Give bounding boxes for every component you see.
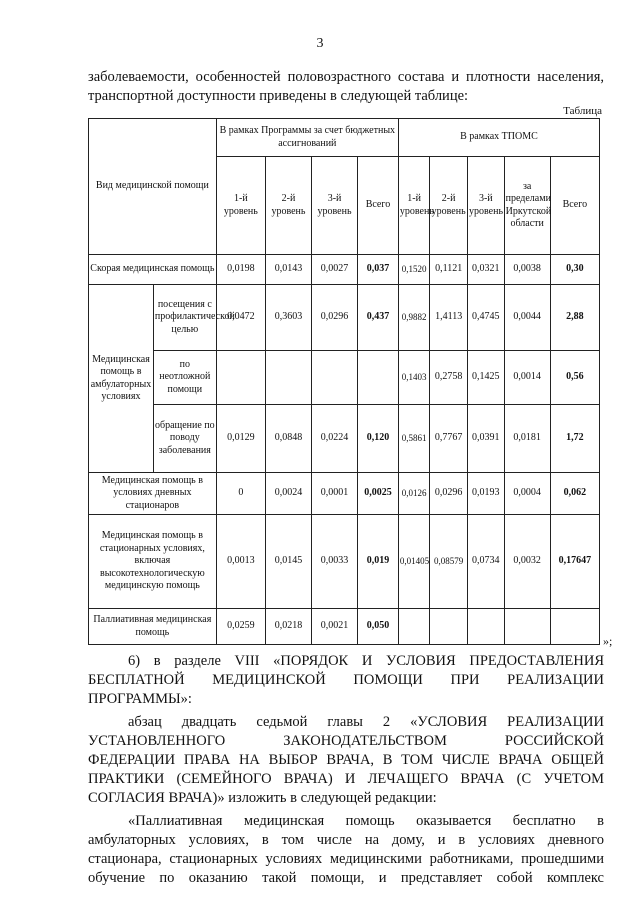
paragraph-line: БЕСПЛАТНОЙ МЕДИЦИНСКОЙ ПОМОЩИ ПРИ РЕАЛИЗАЦИИ xyxy=(88,672,604,688)
cell xyxy=(312,351,358,405)
row-label: Паллиативная медицинская помощь xyxy=(89,609,217,645)
header-total: Всего xyxy=(550,157,599,255)
cell: 0,5861 xyxy=(398,405,429,473)
header-budget: В рамках Программы за счет бюджетных ассигнований xyxy=(216,119,398,157)
table-row xyxy=(89,405,600,473)
paragraph-line: ФЕДЕРАЦИИ ПРАВА НА ВЫБОР ВРАЧА, В ТОМ ЧИСЛЕ ВРАЧА ОБЩЕЙ xyxy=(88,752,604,768)
cell: 0,0004 xyxy=(504,473,550,515)
header-level-1: 1-й уровень xyxy=(398,157,429,255)
cell: 0,0143 xyxy=(265,255,311,285)
cell: 0,0218 xyxy=(265,609,311,645)
coverage-table xyxy=(88,118,600,645)
cell: 0,1425 xyxy=(467,351,504,405)
cell: 0,1403 xyxy=(398,351,429,405)
cell: 0,0024 xyxy=(265,473,311,515)
cell: 0,0001 xyxy=(312,473,358,515)
cell: 0,0021 xyxy=(312,609,358,645)
table-row xyxy=(89,515,600,609)
cell xyxy=(430,609,468,645)
paragraph-line: ПРАКТИКИ (СЕМЕЙНОГО ВРАЧА) И ЛЕЧАЩЕГО ВРАЧА (С УЧЕТОМ xyxy=(88,771,604,787)
row-label: Скорая медицинская помощь xyxy=(89,255,217,285)
paragraph-line: обучение по оказанию такой помощи, и представляет собой комплекс xyxy=(88,870,604,886)
cell: 0,1520 xyxy=(398,255,429,285)
cell: 0,0296 xyxy=(312,285,358,351)
row-label: посещения с профилактической целью xyxy=(153,285,216,351)
cell: 0,0038 xyxy=(504,255,550,285)
cell: 0,0848 xyxy=(265,405,311,473)
cell: 0 xyxy=(216,473,265,515)
cell: 0,3603 xyxy=(265,285,311,351)
cell-total: 0,437 xyxy=(358,285,399,351)
cell xyxy=(398,609,429,645)
header-level-2: 2-й уровень xyxy=(430,157,468,255)
cell: 0,0145 xyxy=(265,515,311,609)
cell-total xyxy=(358,351,399,405)
cell-total: 0,019 xyxy=(358,515,399,609)
row-label: Медицинская помощь в стационарных условиях, включая высокотехнологическую медицинскую помощь xyxy=(89,515,217,609)
header-level-1: 1-й уровень xyxy=(216,157,265,255)
cell: 0,0224 xyxy=(312,405,358,473)
cell: 0,9882 xyxy=(398,285,429,351)
cell: 0,0044 xyxy=(504,285,550,351)
cell xyxy=(216,351,265,405)
table-row xyxy=(89,473,600,515)
paragraph-line: стационара, стационарных условиях медицинскими работниками, прошедшими xyxy=(88,851,604,867)
row-label: Медицинская помощь в условиях дневных стационаров xyxy=(89,473,217,515)
paragraph-line: УСТАНОВЛЕННОГО ЗАКОНОДАТЕЛЬСТВОМ РОССИЙСКОЙ xyxy=(88,733,604,749)
cell: 0,2758 xyxy=(430,351,468,405)
cell-total: 0,0025 xyxy=(358,473,399,515)
cell: 0,0259 xyxy=(216,609,265,645)
paragraph-line: абзац двадцать седьмой главы 2 «УСЛОВИЯ РЕАЛИЗАЦИИ xyxy=(128,714,604,730)
cell: 0,0032 xyxy=(504,515,550,609)
cell: 0,01405 xyxy=(398,515,429,609)
cell-total: 2,88 xyxy=(550,285,599,351)
table-row xyxy=(89,609,600,645)
table-label: Таблица xyxy=(563,105,602,117)
row-group-label: Медицинская помощь в амбулаторных условиях xyxy=(89,285,154,473)
cell: 0,0126 xyxy=(398,473,429,515)
cell-total: 0,050 xyxy=(358,609,399,645)
cell: 0,1121 xyxy=(430,255,468,285)
cell: 0,0033 xyxy=(312,515,358,609)
cell-total: 0,17647 xyxy=(550,515,599,609)
paragraph-line: СОГЛАСИЯ ВРАЧА)» изложить в следующей редакции: xyxy=(88,790,437,806)
cell xyxy=(467,609,504,645)
cell-total: 0,56 xyxy=(550,351,599,405)
cell-total: 0,062 xyxy=(550,473,599,515)
cell-total: 0,037 xyxy=(358,255,399,285)
page-number: 3 xyxy=(316,36,324,51)
cell: 1,4113 xyxy=(430,285,468,351)
table-header-row xyxy=(89,119,600,157)
paragraph-line: 6) в разделе VIII «ПОРЯДОК И УСЛОВИЯ ПРЕДОСТАВЛЕНИЯ xyxy=(128,653,604,669)
header-total: Всего xyxy=(358,157,399,255)
cell: 0,4745 xyxy=(467,285,504,351)
table-row xyxy=(89,285,600,351)
intro-paragraph xyxy=(88,68,604,106)
table-row xyxy=(89,351,600,405)
cell: 0,0129 xyxy=(216,405,265,473)
cell: 0,0321 xyxy=(467,255,504,285)
cell: 0,0391 xyxy=(467,405,504,473)
header-outside-region: за пределами Иркутской области xyxy=(504,157,550,255)
header-level-3: 3-й уровень xyxy=(312,157,358,255)
cell: 0,0734 xyxy=(467,515,504,609)
cell xyxy=(504,609,550,645)
cell-total: 1,72 xyxy=(550,405,599,473)
row-label: по неотложной помощи xyxy=(153,351,216,405)
table-row xyxy=(89,255,600,285)
cell: 0,0198 xyxy=(216,255,265,285)
cell-total: 0,120 xyxy=(358,405,399,473)
cell: 0,7767 xyxy=(430,405,468,473)
header-level-2: 2-й уровень xyxy=(265,157,311,255)
paragraph-line: «Паллиативная медицинская помощь оказывается бесплатно в xyxy=(128,813,604,829)
table-closing-mark: »; xyxy=(603,634,613,648)
cell: 0,0296 xyxy=(430,473,468,515)
cell: 0,0013 xyxy=(216,515,265,609)
cell-total: 0,30 xyxy=(550,255,599,285)
cell-total xyxy=(550,609,599,645)
header-tpoms: В рамках ТПОМС xyxy=(398,119,599,157)
header-type: Вид медицинской помощи xyxy=(89,119,217,255)
header-level-3: 3-й уровень xyxy=(467,157,504,255)
cell: 0,08579 xyxy=(430,515,468,609)
intro-line: заболеваемости, особенностей половозрастного состава и плотности населения, xyxy=(88,69,604,85)
cell: 0,0193 xyxy=(467,473,504,515)
cell: 0,0027 xyxy=(312,255,358,285)
cell: 0,0181 xyxy=(504,405,550,473)
cell: 0,0014 xyxy=(504,351,550,405)
row-label: обращение по поводу заболевания xyxy=(153,405,216,473)
intro-line: транспортной доступности приведены в следующей таблице: xyxy=(88,88,469,104)
paragraph-line: амбулаторных условиях, в том числе на дому, и в условиях дневного xyxy=(88,832,604,848)
cell xyxy=(265,351,311,405)
paragraph-line: ПРОГРАММЫ»: xyxy=(88,691,192,707)
cell: 0,0472 xyxy=(216,285,265,351)
